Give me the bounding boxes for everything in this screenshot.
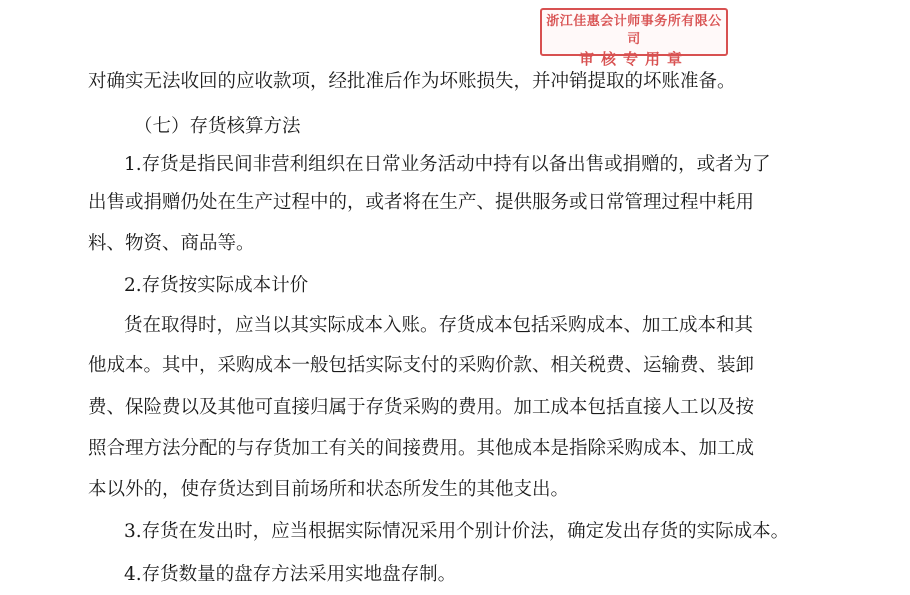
paragraph-bad-debt-line: 对确实无法收回的应收款项，经批准后作为坏账损失，并冲销提取的坏账准备。 xyxy=(88,71,736,92)
item-2-line-5: 本以外的，使存货达到目前场所和状态所发生的其他支出。 xyxy=(88,479,570,500)
item-2-line-3: 费、保险费以及其他可直接归属于存货采购的费用。加工成本包括直接人工以及按 xyxy=(88,397,755,418)
item-1-line-1: 1.存货是指民间非营利组织在日常业务活动中持有以备出售或捐赠的，或者为了 xyxy=(124,154,771,175)
section-heading-inventory: （七）存货核算方法 xyxy=(134,116,301,137)
audit-seal-stamp xyxy=(540,8,728,68)
item-4-line: 4.存货数量的盘存方法采用实地盘存制。 xyxy=(124,564,457,585)
item-1-line-2: 出售或捐赠仍处在生产过程中的，或者将在生产、提供服务或日常管理过程中耗用 xyxy=(88,192,755,213)
item-1-line-3: 料、物资、商品等。 xyxy=(88,233,255,254)
item-2-line-1: 货在取得时，应当以其实际成本入账。存货成本包括采购成本、加工成本和其 xyxy=(124,315,754,336)
item-3-line: 3.存货在发出时，应当根据实际情况采用个别计价法，确定发出存货的实际成本。 xyxy=(124,521,790,542)
seal-firm-name: 浙江佳惠会计师事务所有限公司 xyxy=(546,14,722,47)
item-2-heading: 2.存货按实际成本计价 xyxy=(124,275,309,296)
item-2-line-2: 他成本。其中，采购成本一般包括实际支付的采购价款、相关税费、运输费、装卸 xyxy=(88,355,755,376)
seal-purpose: 审核专用章 xyxy=(578,50,689,68)
item-2-line-4: 照合理方法分配的与存货加工有关的间接费用。其他成本是指除采购成本、加工成 xyxy=(88,438,755,459)
